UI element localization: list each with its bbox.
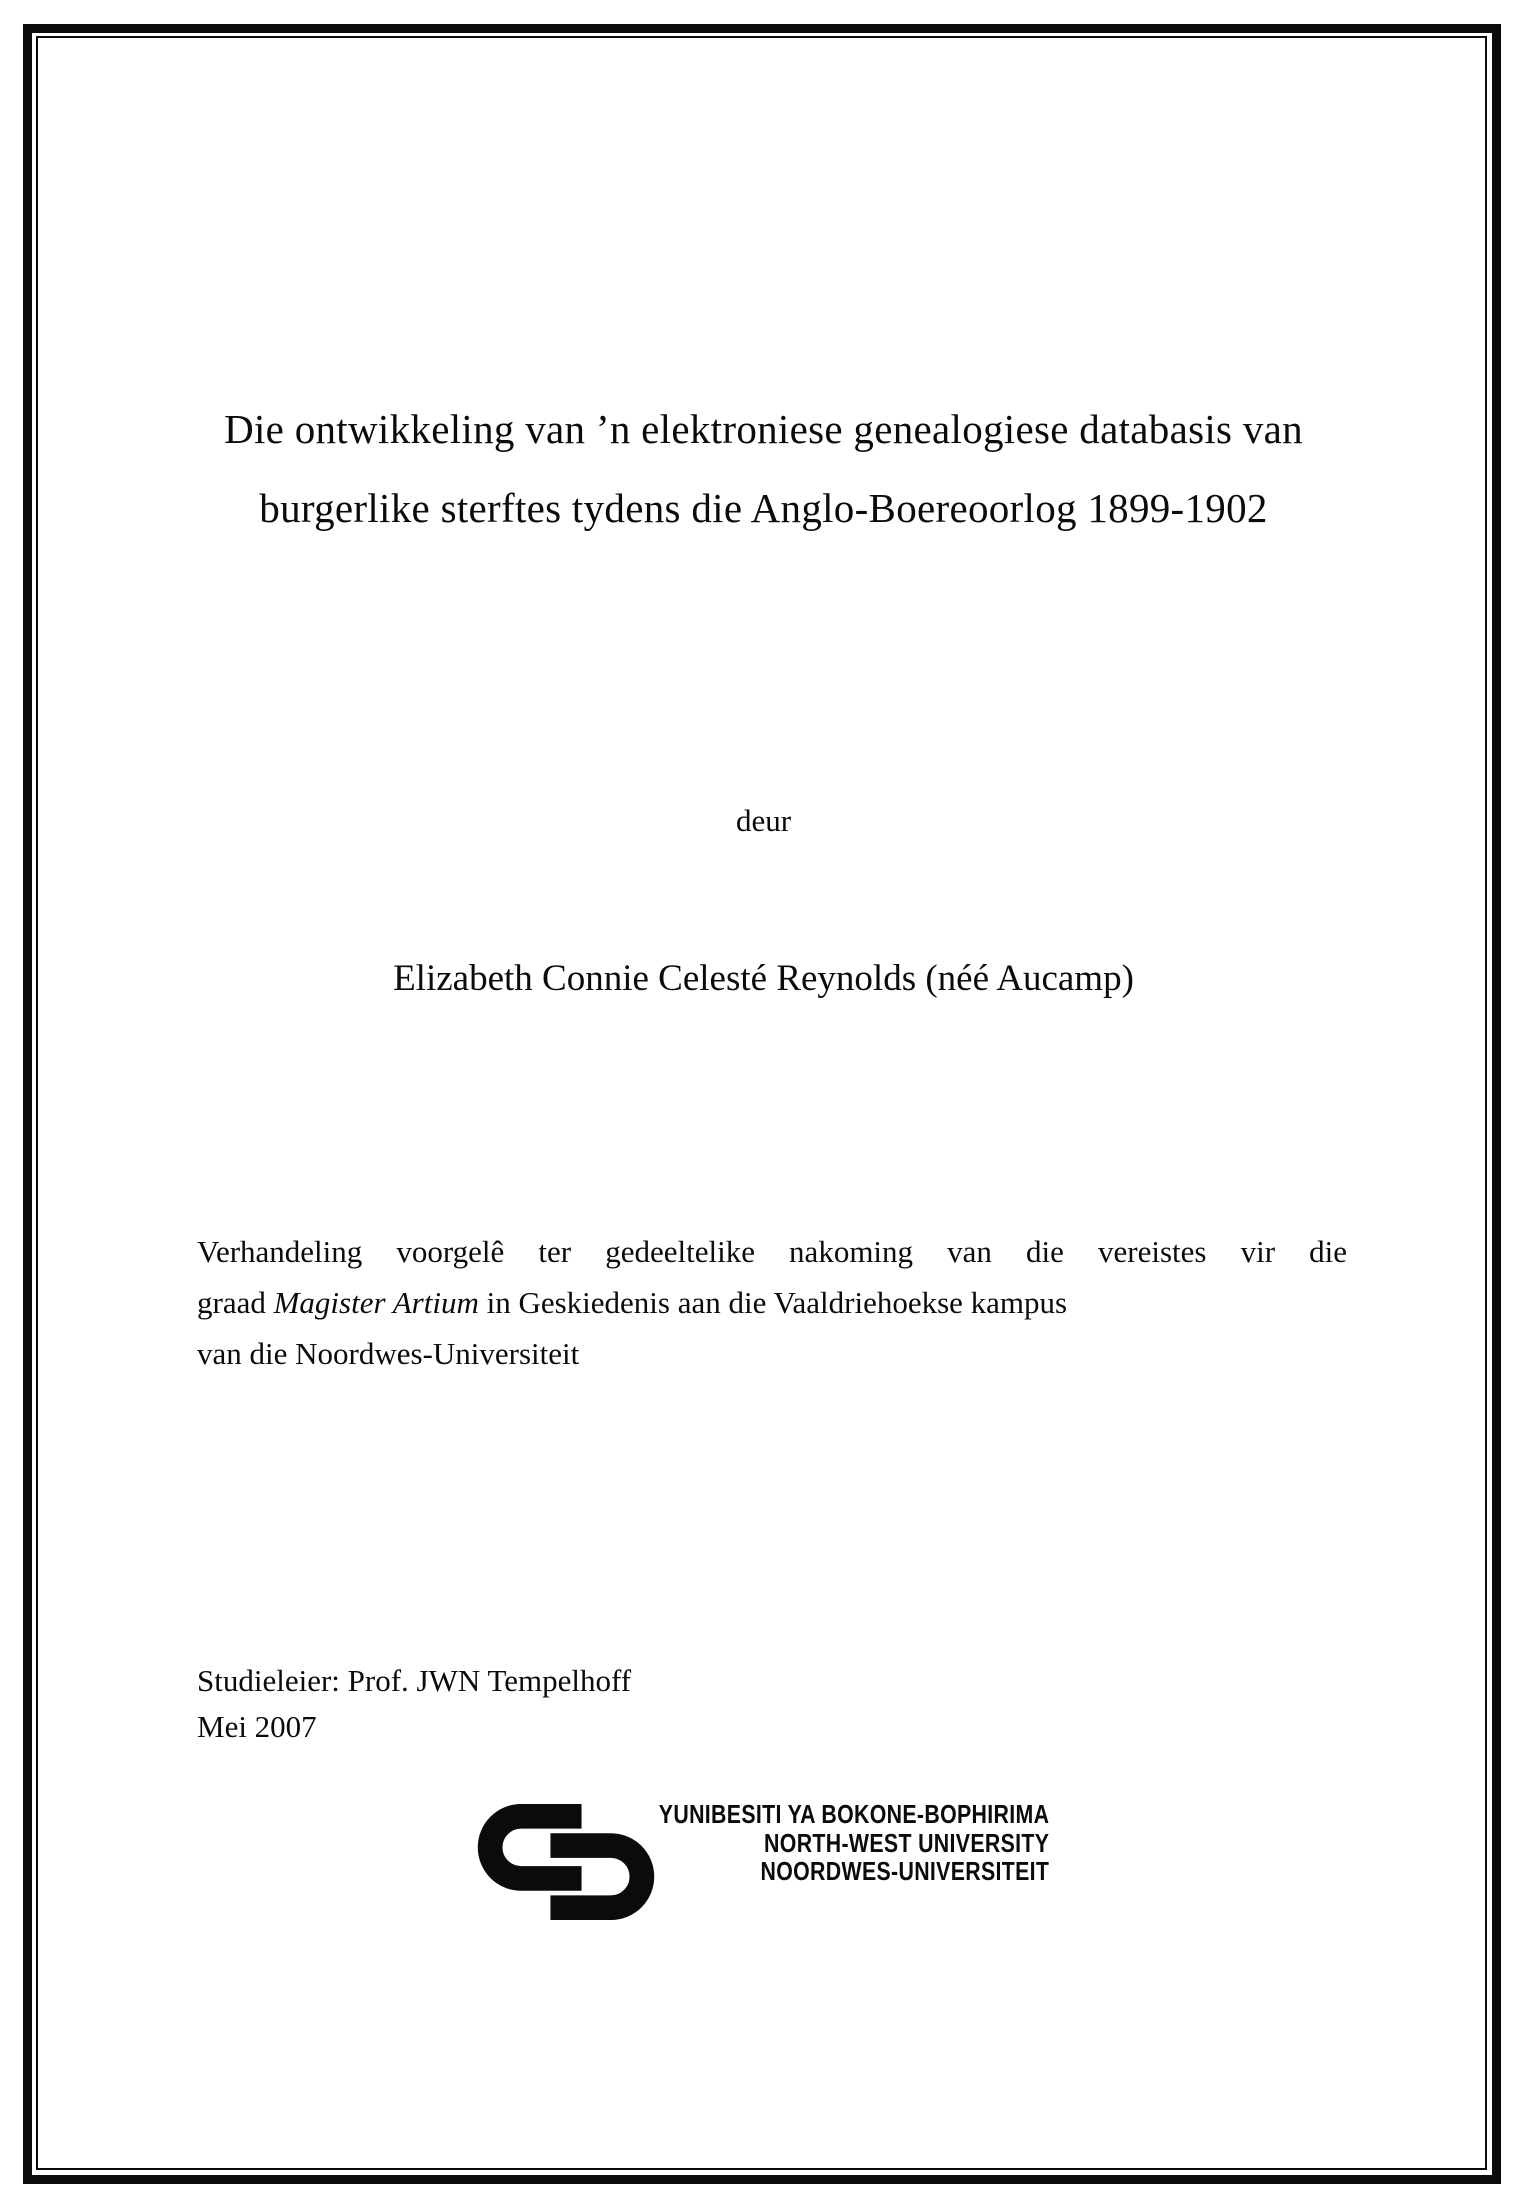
author-name: Elizabeth Connie Celesté Reynolds (néé Aucamp) — [393, 958, 1134, 999]
university-logo — [470, 1796, 1070, 1946]
date-line: Mei 2007 — [197, 1709, 317, 1744]
supervisor-line: Studieleier: Prof. JWN Tempelhoff — [197, 1663, 632, 1698]
degree-statement-line3: van die Noordwes-Universiteit — [197, 1336, 580, 1371]
logo-line-english: NORTH-WEST UNIVERSITY — [764, 1827, 1050, 1858]
byline: deur — [735, 803, 792, 838]
degree-name: Magister Artium — [273, 1285, 479, 1320]
degree-statement-line2 — [197, 1277, 1347, 1328]
thesis-title-line1: Die ontwikkeling van ’n elektroniese genealogiese databasis van — [224, 406, 1303, 452]
degree-statement-line1: Verhandeling voorgelê ter gedeeltelike nakoming van die vereistes vir die — [197, 1234, 1347, 1269]
supervisor-block — [197, 1658, 631, 1750]
thesis-title — [120, 390, 1407, 548]
logo-line-setswana: YUNIBESITI YA BOKONE-BOPHIRIMA — [658, 1799, 1050, 1829]
degree-statement — [197, 1226, 1347, 1379]
degree-statement-line2-prefix: graad — [197, 1285, 274, 1320]
university-logo-text — [586, 1800, 1049, 1886]
thesis-title-line2: burgerlike sterftes tydens die Anglo-Boereoorlog 1899-1902 — [259, 485, 1268, 531]
degree-statement-line2-suffix: in Geskiedenis aan die Vaaldriehoekse kampus — [478, 1285, 1068, 1320]
logo-line-afrikaans: NOORDWES-UNIVERSITEIT — [760, 1856, 1050, 1886]
